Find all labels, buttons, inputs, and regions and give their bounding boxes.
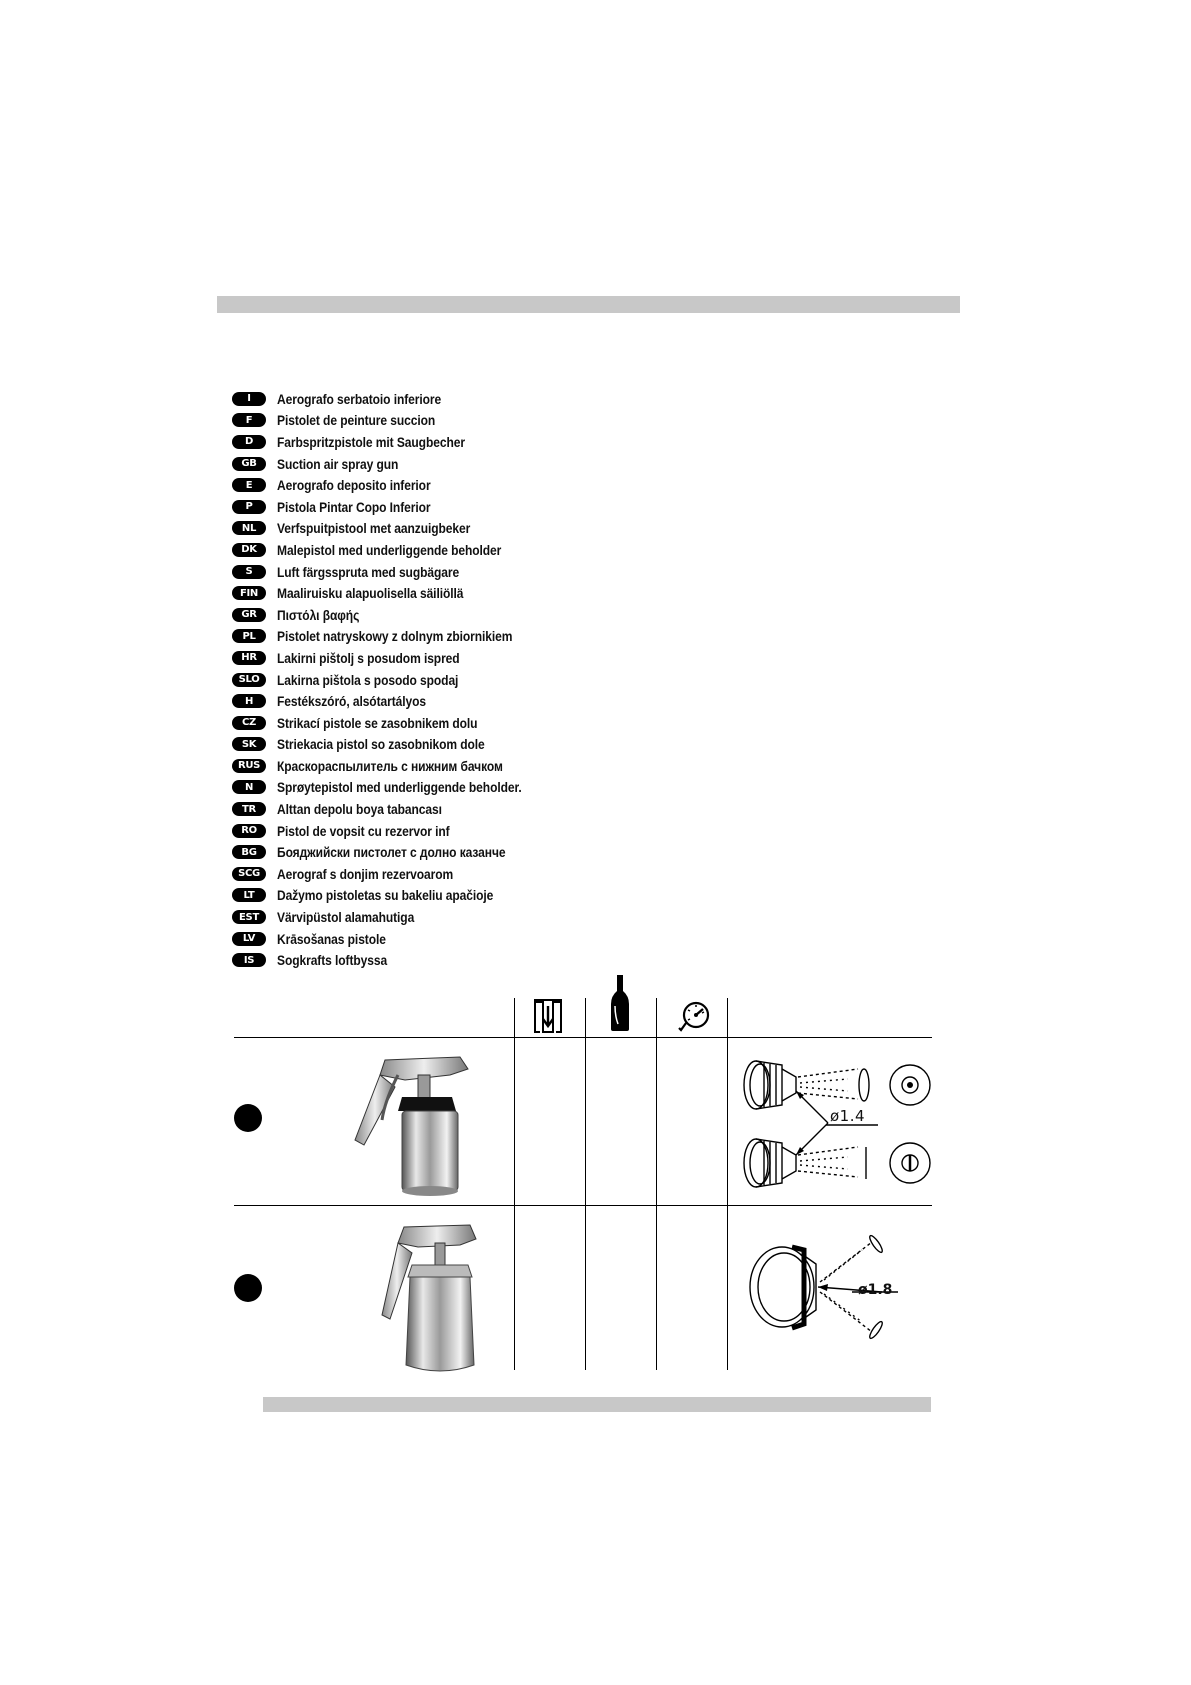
column-divider	[585, 998, 586, 1370]
language-code-badge: HR	[232, 651, 266, 665]
nozzle-size-label-1: ø1.4	[830, 1107, 866, 1125]
language-code-badge: TR	[232, 802, 266, 816]
language-code-badge: H	[232, 694, 266, 708]
language-row	[232, 885, 832, 907]
language-code-badge: NL	[232, 521, 266, 535]
language-product-name: Strikací pistole se zasobnikem dolu	[277, 714, 478, 731]
language-row	[232, 755, 832, 777]
language-row	[232, 561, 832, 583]
nozzle-size-label-2: ø1.8	[858, 1282, 893, 1298]
language-code-badge: GB	[232, 457, 266, 471]
language-product-name: Suction air spray gun	[277, 455, 399, 472]
suction-spray-gun-image-1	[350, 1045, 500, 1200]
language-row	[232, 798, 832, 820]
language-product-name: Sogkrafts loftbyssa	[277, 952, 388, 969]
column-divider	[514, 998, 515, 1370]
language-product-name: Pistolet de peinture succion	[277, 412, 436, 429]
flow-arrow-icon	[533, 998, 563, 1034]
language-row	[232, 453, 832, 475]
language-row	[232, 410, 832, 432]
language-row	[232, 539, 832, 561]
language-row	[232, 474, 832, 496]
language-product-name: Краскораспылитель с нижним бачком	[277, 757, 503, 774]
language-row	[232, 712, 832, 734]
language-code-badge: DK	[232, 543, 266, 557]
language-code-badge: BG	[232, 845, 266, 859]
language-product-name: Sprøytepistol med underliggende beholder.	[277, 779, 522, 796]
language-row	[232, 388, 832, 410]
row-2-marker	[234, 1274, 262, 1302]
language-product-name: Aerografo deposito inferior	[277, 477, 431, 494]
language-product-name: Krāsošanas pistole	[277, 930, 386, 947]
nozzle-diagram-1	[738, 1055, 938, 1195]
language-code-badge: N	[232, 780, 266, 794]
language-product-name: Festékszóró, alsótartályos	[277, 693, 426, 710]
language-code-badge: IS	[232, 953, 266, 967]
language-row	[232, 690, 832, 712]
language-code-badge: RUS	[232, 759, 266, 773]
language-code-badge: RO	[232, 824, 266, 838]
language-product-name: Malepistol med underliggende beholder	[277, 541, 502, 558]
language-product-name: Dažymo pistoletas su bakeliu apačioje	[277, 887, 494, 904]
language-row	[232, 820, 832, 842]
language-code-badge: SK	[232, 737, 266, 751]
language-row	[232, 604, 832, 626]
language-code-badge: CZ	[232, 716, 266, 730]
language-row	[232, 431, 832, 453]
language-code-badge: F	[232, 413, 266, 427]
row-divider	[234, 1037, 932, 1038]
language-product-name: Lakirni pištolj s posudom ispred	[277, 649, 460, 666]
language-product-name: Alttan depolu boya tabancası	[277, 801, 442, 818]
top-divider-bar	[217, 296, 960, 313]
nozzle-diagram-2	[742, 1232, 912, 1342]
column-divider	[656, 998, 657, 1370]
language-product-name: Striekacia pistol so zasobnikom dole	[277, 736, 485, 753]
bottle-icon	[610, 974, 630, 1032]
language-row	[232, 582, 832, 604]
language-row	[232, 647, 832, 669]
language-product-name: Pistol de vopsit cu rezervor inf	[277, 822, 450, 839]
language-product-name: Lakirna pištola s posodo spodaj	[277, 671, 459, 688]
language-product-name: Pistola Pintar Copo Inferior	[277, 498, 431, 515]
language-product-name: Luft färgsspruta med sugbägare	[277, 563, 460, 580]
language-product-name: Бояджийски пистолет с долно казанче	[277, 844, 506, 861]
language-code-badge: PL	[232, 629, 266, 643]
language-row	[232, 496, 832, 518]
language-code-badge: S	[232, 565, 266, 579]
language-row	[232, 949, 832, 971]
language-product-name: Maaliruisku alapuolisella säiliöllä	[277, 585, 464, 602]
language-list	[232, 388, 832, 971]
language-code-badge: EST	[232, 910, 266, 924]
language-code-badge: LV	[232, 932, 266, 946]
row-1-marker	[234, 1104, 262, 1132]
language-product-name: Pistolet natryskowy z dolnym zbiornikiem	[277, 628, 513, 645]
language-code-badge: SLO	[232, 673, 266, 687]
language-code-badge: P	[232, 500, 266, 514]
pressure-gauge-icon	[677, 1000, 711, 1034]
language-product-name: Farbspritzpistole mit Saugbecher	[277, 433, 465, 450]
bottom-divider-bar	[263, 1397, 931, 1412]
language-row	[232, 669, 832, 691]
language-row	[232, 906, 832, 928]
language-product-name: Verfspuitpistool met aanzuigbeker	[277, 520, 471, 537]
language-code-badge: SCG	[232, 867, 266, 881]
language-code-badge: E	[232, 478, 266, 492]
row-divider	[234, 1205, 932, 1206]
language-row	[232, 734, 832, 756]
language-row	[232, 928, 832, 950]
suction-spray-gun-image-2	[380, 1215, 490, 1380]
language-code-badge: GR	[232, 608, 266, 622]
language-row	[232, 518, 832, 540]
language-product-name: Aerograf s donjim rezervoarom	[277, 865, 454, 882]
language-product-name: Värvipüstol alamahutiga	[277, 909, 415, 926]
language-code-badge: LT	[232, 888, 266, 902]
language-code-badge: D	[232, 435, 266, 449]
language-row	[232, 863, 832, 885]
language-product-name: Aerografo serbatoio inferiore	[277, 390, 442, 407]
language-code-badge: I	[232, 392, 266, 406]
language-row	[232, 841, 832, 863]
column-divider	[727, 998, 728, 1370]
language-product-name: Πιστόλι βαφής	[277, 606, 360, 623]
language-code-badge: FIN	[232, 586, 266, 600]
language-row	[232, 626, 832, 648]
language-row	[232, 777, 832, 799]
